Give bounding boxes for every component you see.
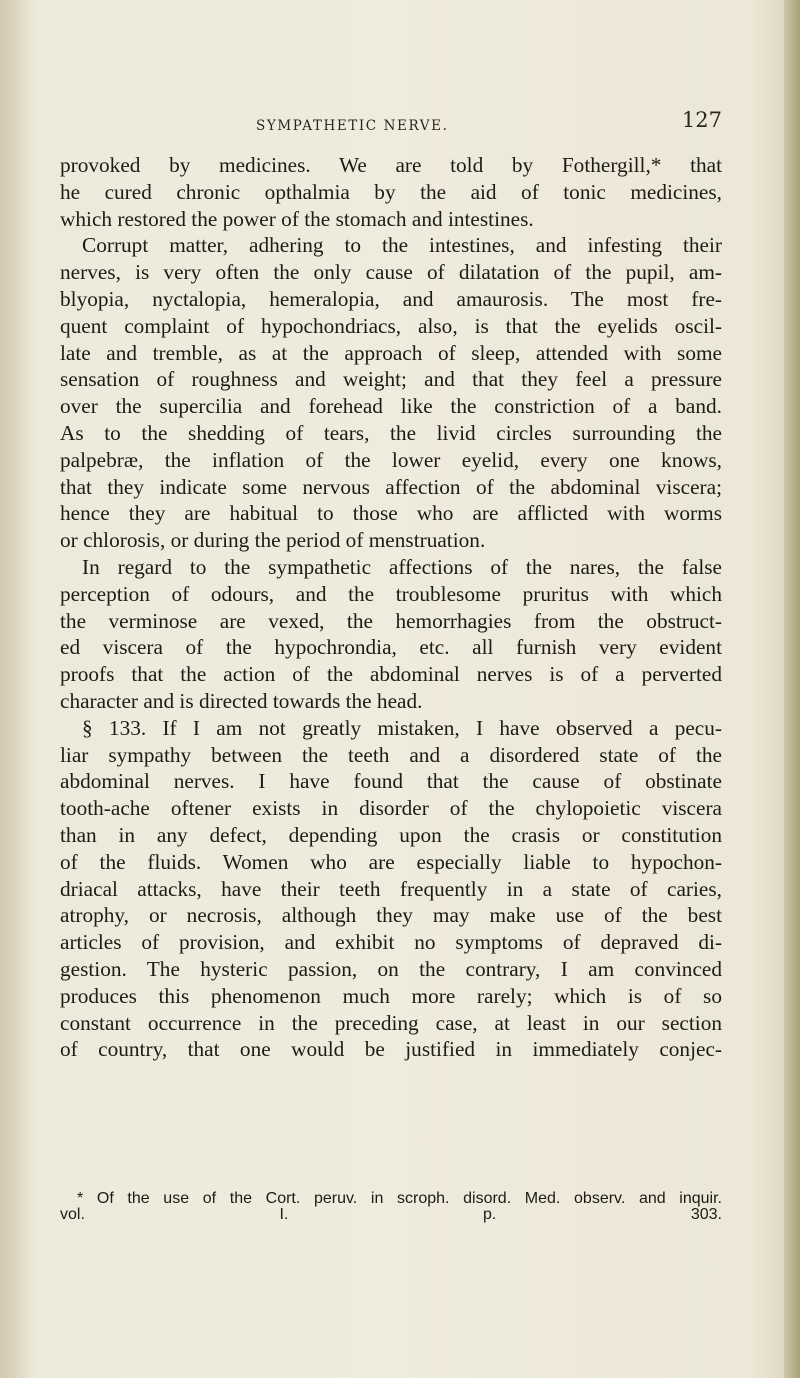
text-line: provoked by medicines. We are told by Fothergill,* that (60, 153, 722, 177)
text-line: proofs that the action of the abdominal nerves is of a perverted (60, 662, 722, 687)
text-line: character and is directed towards the head. (60, 688, 423, 713)
text-line: As to the shedding of tears, the livid circles surrounding the (60, 420, 722, 445)
text-line: abdominal nerves. I have found that the cause of obstinate (60, 769, 722, 794)
body-text (60, 152, 722, 1063)
text-line: he cured chronic opthalmia by the aid of tonic medicines, (60, 179, 722, 204)
footnote-line: * Of the use of the Cort. peruv. in scroph. disord. Med. observ. and inquir. (77, 1190, 722, 1207)
text-line: that they indicate some nervous affection of the abdominal viscera; (60, 474, 722, 499)
text-line: liar sympathy between the teeth and a disordered state of the (60, 742, 722, 767)
text-line: blyopia, nyctalopia, hemeralopia, and amaurosis. The most fre- (60, 286, 722, 311)
text-line: gestion. The hysteric passion, on the contrary, I am convinced (60, 956, 722, 981)
footnote-line: vol. I. p. 303. (60, 1206, 722, 1223)
text-line: palpebræ, the inflation of the lower eyelid, every one knows, (60, 447, 722, 472)
page-right-edge (784, 0, 800, 1378)
text-line: produces this phenomenon much more rarely; which is of so (60, 983, 722, 1008)
text-line: than in any defect, depending upon the crasis or constitution (60, 822, 722, 847)
text-line: Corrupt matter, adhering to the intestines, and infesting their (82, 233, 722, 258)
text-line: which restored the power of the stomach and intestines. (60, 206, 534, 231)
text-line: perception of odours, and the troublesome pruritus with which (60, 581, 722, 606)
text-line: articles of provision, and exhibit no symptoms of depraved di- (60, 930, 722, 955)
page-number: 127 (681, 108, 722, 132)
text-line: constant occurrence in the preceding case, at least in our section (60, 1010, 722, 1035)
text-line: over the supercilia and forehead like the constriction of a band. (60, 394, 722, 419)
text-line: of country, that one would be justified in immediately conjec- (60, 1037, 722, 1062)
text-line: nerves, is very often the only cause of dilatation of the pupil, am- (60, 260, 722, 285)
text-line: § 133. If I am not greatly mistaken, I have observed a pecu- (82, 715, 722, 740)
text-line: of the fluids. Women who are especially liable to hypochon- (60, 849, 722, 874)
text-line: quent complaint of hypochondriacs, also, is that the eyelids oscil- (60, 313, 722, 338)
text-line: or chlorosis, or during the period of menstruation. (60, 528, 486, 553)
text-line: atrophy, or necrosis, although they may make use of the best (60, 903, 722, 928)
text-line: the verminose are vexed, the hemorrhagies from the obstruct- (60, 608, 722, 633)
page-header (60, 108, 722, 138)
text-line: ed viscera of the hypochrondia, etc. all furnish very evident (60, 635, 722, 660)
text-line: late and tremble, as at the approach of sleep, attended with some (60, 340, 722, 365)
running-head: SYMPATHETIC NERVE. (256, 118, 449, 134)
text-line: hence they are habitual to those who are afflicted with worms (60, 501, 722, 526)
text-line: sensation of roughness and weight; and that they feel a pressure (60, 367, 722, 392)
text-line: driacal attacks, have their teeth frequently in a state of caries, (60, 876, 722, 901)
text-line: tooth-ache oftener exists in disorder of the chylopoietic viscera (60, 796, 722, 821)
text-line: In regard to the sympathetic affections of the nares, the false (82, 554, 722, 579)
page-left-edge-shadow (0, 0, 36, 1378)
footnote (60, 1191, 722, 1223)
